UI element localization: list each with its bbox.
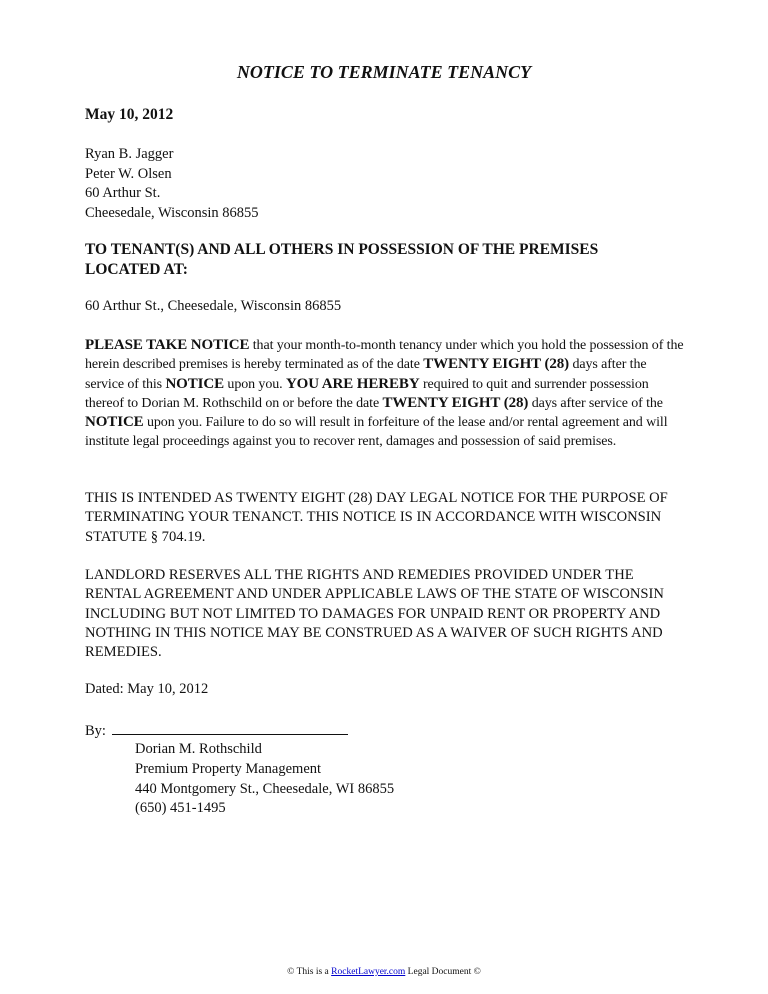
statute-paragraph: THIS IS INTENDED AS TWENTY EIGHT (28) DAY LEGAL NOTICE FOR THE PURPOSE OF TERMINATING YOUR TENANCT. THIS NOTICE IS IN ACCORDANCE WITH WISCONSIN STATUTE § 704.19. — [85, 490, 668, 545]
landlord-address: 440 Montgomery St., Cheesedale, WI 86855 — [135, 780, 395, 797]
notice-bold-notice-2: NOTICE — [85, 414, 144, 431]
notice-text-5: days after service of the — [528, 395, 663, 411]
by-label: By: — [85, 723, 106, 739]
premises-heading-line-2: LOCATED AT: — [85, 260, 188, 278]
premises-address: 60 Arthur St., Cheesedale, Wisconsin 86855 — [85, 298, 342, 314]
notice-text-2: days after the service of this — [85, 357, 647, 392]
landlord-phone: (650) 451-1495 — [135, 800, 226, 817]
notice-bold-twenty-eight-2: TWENTY EIGHT (28) — [382, 394, 529, 411]
landlord-company: Premium Property Management — [135, 760, 322, 777]
notice-text-4: required to quit and surrender possession thereof to Dorian M. Rothschild on or before the date — [85, 376, 649, 411]
premises-heading — [85, 240, 685, 279]
tenant-address-block — [85, 145, 259, 223]
notice-text-3: upon you. — [224, 376, 286, 392]
document-title: NOTICE TO TERMINATE TENANCY — [236, 62, 532, 82]
footer-prefix: © This is a — [287, 967, 332, 977]
tenant-street: 60 Arthur St. — [85, 185, 161, 201]
notice-bold-please-take-notice: PLEASE TAKE NOTICE — [85, 337, 250, 353]
footer-suffix: Legal Document © — [405, 967, 481, 977]
footer — [0, 967, 768, 977]
signature-line — [85, 720, 348, 740]
rocketlawyer-link[interactable]: RocketLawyer.com — [331, 967, 406, 977]
tenant-name-1: Ryan B. Jagger — [85, 146, 174, 162]
tenant-name-2: Peter W. Olsen — [85, 165, 172, 182]
notice-bold-twenty-eight-1: TWENTY EIGHT (28) — [423, 356, 570, 373]
signature-blank — [112, 720, 348, 735]
notice-bold-notice-1: NOTICE — [165, 375, 225, 392]
notice-paragraph — [85, 336, 685, 452]
notice-bold-you-are-hereby: YOU ARE HEREBY — [285, 375, 420, 392]
premises-heading-line-1: TO TENANT(S) AND ALL OTHERS IN POSSESSION OF THE PREMISES — [85, 241, 599, 258]
rights-paragraph: LANDLORD RESERVES ALL THE RIGHTS AND REMEDIES PROVIDED UNDER THE RENTAL AGREEMENT AND UNDER APPLICABLE LAWS OF THE STATE OF WISCONSIN INCLUDING BUT NOT LIMITED TO DAMAGES FOR UNPAID RENT OR PROPERTY AND NOTHING IN THIS NOTICE MAY BE CONSTRUED AS A WAIVER OF SUCH RIGHTS AND REMEDIES. — [85, 567, 664, 661]
notice-text-1: that your month-to-month tenancy under which you hold the possession of the herein described premises is hereby terminated as of the date — [85, 338, 684, 373]
dated-line: Dated: May 10, 2012 — [85, 681, 209, 697]
notice-date: May 10, 2012 — [85, 106, 174, 123]
tenant-city-line: Cheesedale, Wisconsin 86855 — [85, 204, 259, 221]
landlord-name: Dorian M. Rothschild — [135, 741, 262, 757]
notice-text-6: upon you. Failure to do so will result in forfeiture of the lease and/or rental agreement and will institute legal proceedings against you to recover rent, damages and possession of said premises. — [85, 415, 668, 450]
landlord-block — [135, 740, 394, 819]
